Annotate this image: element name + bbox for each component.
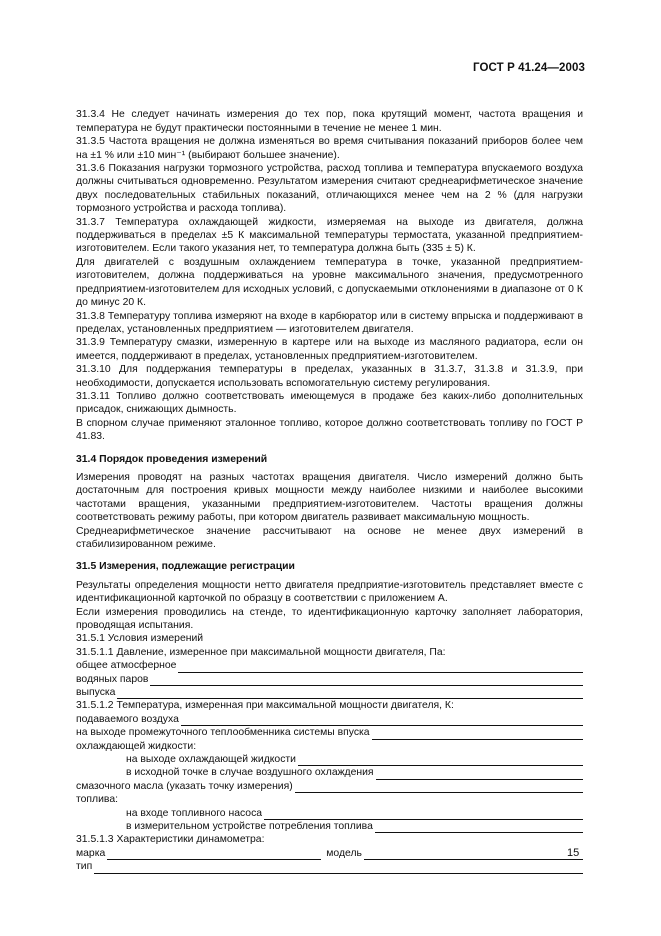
fill-line[interactable] [178, 662, 583, 673]
paragraph-31-3-7 [76, 216, 583, 256]
fill-line[interactable] [117, 688, 583, 699]
paragraph-text: Если измерения проводились на стенде, то идентификационную карточку заполняет лаборатория, проводящая испытания. [76, 606, 583, 632]
field-label: модель [326, 847, 362, 859]
paragraph-31-3-6 [76, 162, 583, 216]
fill-line[interactable] [264, 809, 583, 820]
field-fuel-pump-inlet[interactable] [76, 807, 583, 820]
paragraph-text: 31.3.6 Показания нагрузки тормозного устройства, расход топлива и температура впускаемого воздуха должны считываться одновременно. Результатом измерения считают среднеарифметическое значение двух последовательных стабильных показаний, отличающихся менее чем на 2 % (для нагрузки тормозного устройства и расхода топлива). [76, 163, 583, 215]
paragraph-lab [76, 606, 583, 633]
field-label: тип [76, 861, 93, 873]
paragraph-31-3-11 [76, 390, 583, 417]
section-title-31-5: 31.5 Измерения, подлежащие регистрации [76, 561, 295, 573]
paragraph-text: 31.3.5 Частота вращения не должна изменяться во время считывания показаний приборов более чем на ±1 % или ±10 мин⁻¹ (выбирают большее значение). [76, 136, 583, 161]
item-31-5-1-1: 31.5.1.1 Давление, измеренное при максимальной мощности двигателя, Па: [76, 646, 446, 658]
fill-line[interactable] [94, 863, 583, 874]
field-label: смазочного масла (указать точку измерения) [76, 780, 293, 792]
field-fuel-meter[interactable] [76, 820, 583, 833]
field-label: выпуска [76, 687, 116, 699]
field-lube-oil[interactable] [76, 780, 583, 793]
field-label: в измерительном устройстве потребления топлива [126, 820, 373, 832]
fill-line[interactable] [375, 822, 583, 833]
paragraph-text: В спорном случае применяют эталонное топливо, которое должно соответствовать топливу по ГОСТ Р 41.83. [76, 417, 583, 443]
standard-header: ГОСТ Р 41.24—2003 [473, 62, 585, 74]
document-body [76, 95, 583, 874]
paragraph-text: 31.3.9 Температуру смазки, измеренную в картере или на выходе из масляного радиатора, если он имеется, поддерживают в пределах, установленных предприятием-изготовителем. [76, 337, 583, 362]
paragraph-air-cooled [76, 256, 583, 310]
field-intercooler-outlet[interactable] [76, 726, 583, 739]
fill-line[interactable] [298, 755, 583, 766]
paragraph-text: Среднеарифметическое значение рассчитывают на основе не менее двух измерений в стабилизированном режиме. [76, 525, 583, 550]
paragraph-reference-fuel [76, 417, 583, 444]
field-exhaust[interactable] [76, 686, 583, 699]
fill-line[interactable] [150, 675, 583, 686]
field-intake-air[interactable] [76, 713, 583, 726]
field-label: на выходе промежуточного теплообменника системы впуска [76, 727, 370, 739]
field-label: марка [76, 847, 106, 859]
item-31-5-1-2: 31.5.1.2 Температура, измеренная при максимальной мощности двигателя, К: [76, 700, 454, 712]
paragraph-results [76, 579, 583, 606]
paragraph-31-3-5 [76, 135, 583, 162]
paragraph-31-3-4 [76, 95, 583, 135]
paragraph-text: 31.3.11 Топливо должно соответствовать имеющемуся в продаже без каких-либо дополнительных присадок, снижающих дымность. [76, 390, 583, 416]
fill-line[interactable] [295, 782, 583, 793]
paragraph-text: Для двигателей с воздушным охлаждением температура в точке, указанной предприятием-изготовителем, должна поддерживаться на уровне максимального значения, предусмотренного предприятием-изготовителем для исходных условий, с допускаемыми отклонениями в диапазоне от 0 К до минус 20 К. [76, 256, 583, 309]
paragraph-text: 31.3.4 Не следует начинать измерения до тех пор, пока крутящий момент, частота вращения и температура не будут практически постоянными в течение не менее 1 мин. [76, 109, 583, 134]
field-label: общее атмосферное [76, 660, 177, 672]
paragraph-31-3-10 [76, 363, 583, 390]
paragraph-text: Измерения проводят на разных частотах вращения двигателя. Число измерений должно быть достаточным для построения кривых мощности между наиболее низкими и наиболее высокими частотами вращения, указанными предприятием-изготовителем. Частоты вращения должны соответствовать режиму работы, при котором двигатель развивает максимальную мощность. [76, 471, 583, 524]
field-water-vapour[interactable] [76, 673, 583, 686]
page-number: 15 [567, 847, 580, 859]
field-dyno-type[interactable] [76, 860, 583, 873]
fill-line[interactable] [107, 849, 321, 860]
fuel-label: топлива: [76, 794, 118, 806]
section-title-31-4: 31.4 Порядок проведения измерений [76, 453, 268, 465]
fill-line[interactable] [372, 729, 583, 740]
field-dyno-mark-model[interactable] [76, 847, 583, 860]
field-air-cooling-point[interactable] [76, 766, 583, 779]
fill-line[interactable] [376, 769, 583, 780]
field-coolant-outlet[interactable] [76, 753, 583, 766]
field-label: подаваемого воздуха [76, 713, 179, 725]
field-total-atmospheric[interactable] [76, 659, 583, 672]
fill-line[interactable] [364, 849, 583, 860]
paragraph-text: 31.3.8 Температуру топлива измеряют на входе в карбюратор или в систему впрыска и поддерживают в пределах, установленных предприятием — изготовителем двигателя. [76, 310, 583, 335]
coolant-label: охлаждающей жидкости: [76, 740, 197, 752]
paragraph-text: 31.3.7 Температура охлаждающей жидкости, измеряемая на выходе из двигателя, должна поддерживаться в пределах ±5 К максимальной температуры термостата, указанной предприятием-изготовителем. Если такого указания нет, то температура должна быть (335 ± 5) К. [76, 216, 583, 255]
fill-line[interactable] [181, 715, 583, 726]
paragraph-measurements [76, 471, 583, 525]
paragraph-average [76, 525, 583, 552]
paragraph-text: 31.3.10 Для поддержания температуры в пределах, указанных в 31.3.7, 31.3.8 и 31.3.9, при необходимости, допускается использовать вспомогательную систему регулирования. [76, 364, 583, 389]
field-label: на входе топливного насоса [126, 807, 263, 819]
paragraph-text: Результаты определения мощности нетто двигателя предприятие-изготовитель представляет вместе с идентификационной карточкой по образцу в соответствии с приложением А. [76, 579, 583, 605]
item-31-5-1: 31.5.1 Условия измерений [76, 633, 204, 645]
field-label: в исходной точке в случае воздушного охлаждения [126, 767, 374, 779]
paragraph-31-3-9 [76, 336, 583, 363]
item-31-5-1-3: 31.5.1.3 Характеристики динамометра: [76, 834, 265, 846]
paragraph-31-3-8 [76, 310, 583, 337]
field-label: водяных паров [76, 673, 149, 685]
field-label: на выходе охлаждающей жидкости [126, 754, 296, 765]
